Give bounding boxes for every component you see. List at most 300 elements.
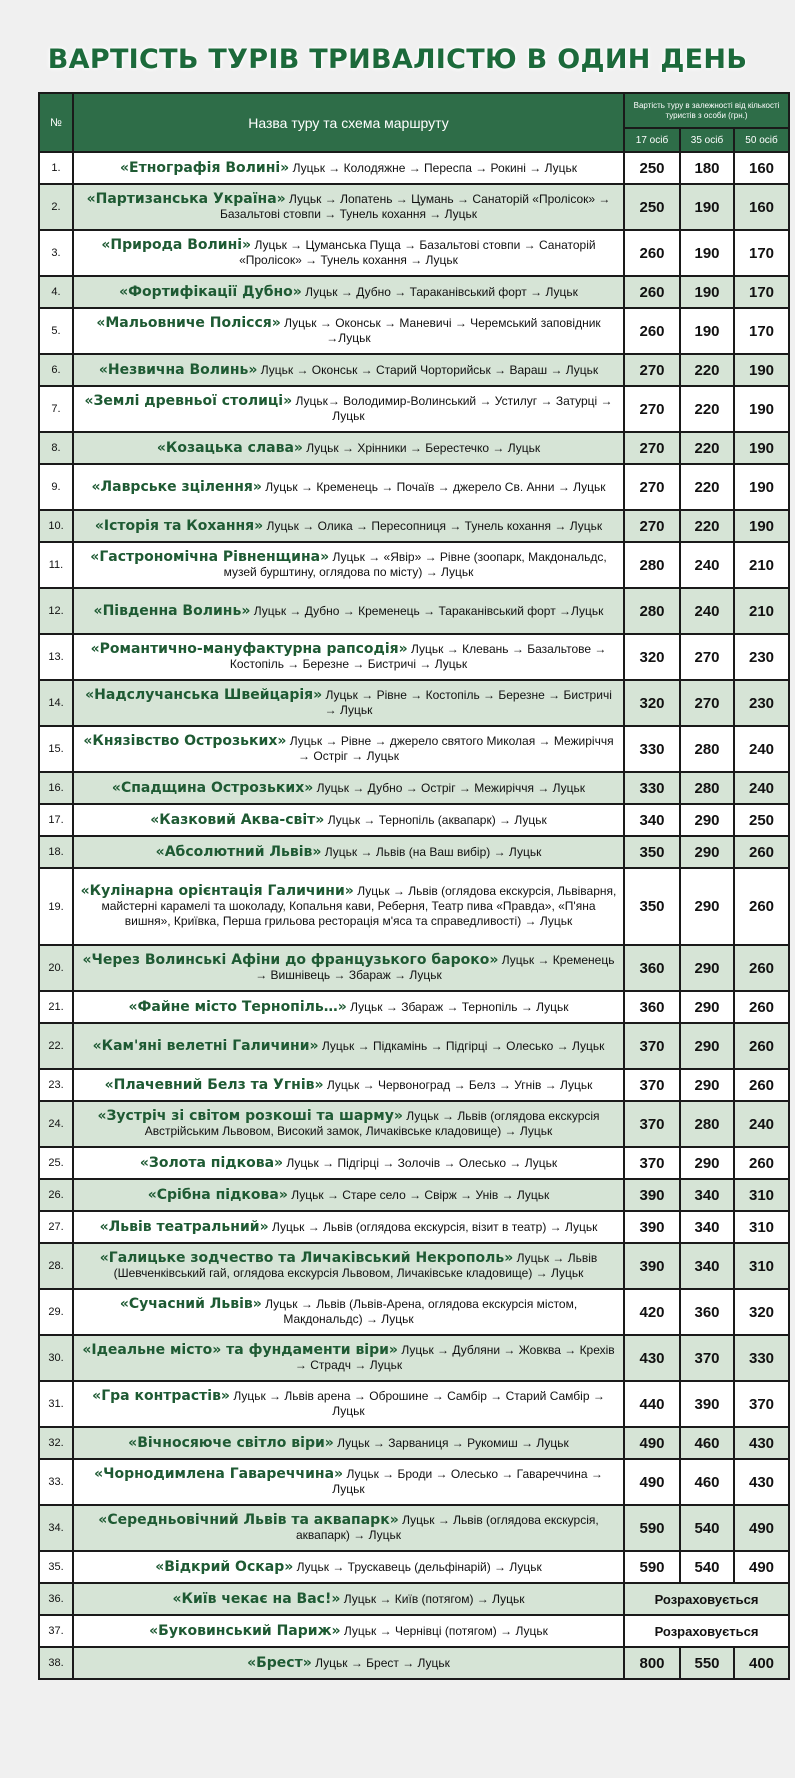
tour-description <box>73 1069 624 1101</box>
tour-description <box>73 152 624 184</box>
tour-name: «Брест» <box>247 1654 312 1671</box>
price-50: 370 <box>734 1381 789 1427</box>
price-50: 330 <box>734 1335 789 1381</box>
table-row <box>39 1069 789 1101</box>
price-35: 340 <box>680 1179 734 1211</box>
table-row <box>39 1583 789 1615</box>
price-50: 160 <box>734 152 789 184</box>
tour-route: Луцьк → Підкамінь → Підгірці → Олесько → Луцьк <box>321 1038 605 1053</box>
tour-name: «Ідеальне місто» та фундаменти віри» <box>82 1342 398 1358</box>
tour-route: Луцьк → Львів (оглядова екскурсія, візит в театр) → Луцьк <box>271 1219 598 1234</box>
price-35: 390 <box>680 1381 734 1427</box>
tour-number: 17. <box>39 804 73 836</box>
price-35: 550 <box>680 1647 734 1679</box>
tour-description <box>73 836 624 868</box>
tour-number: 38. <box>39 1647 73 1679</box>
tour-description <box>73 464 624 510</box>
tour-route: Луцьк → Броди → Олесько → Гавареччина → Луцьк <box>332 1467 603 1496</box>
tour-number: 16. <box>39 772 73 804</box>
header-group-17: 17 осіб <box>624 128 680 152</box>
tour-name: «Фортифікації Дубно» <box>119 283 302 300</box>
price-17: 340 <box>624 804 680 836</box>
tour-name: «Мальовниче Полісся» <box>96 315 281 331</box>
tour-number: 3. <box>39 230 73 276</box>
price-35: 360 <box>680 1289 734 1335</box>
price-35: 370 <box>680 1335 734 1381</box>
price-35: 270 <box>680 634 734 680</box>
table-row <box>39 991 789 1023</box>
tour-name: «Князівство Острозьких» <box>83 733 287 749</box>
tour-description <box>73 991 624 1023</box>
tour-route: Луцьк → Тернопіль (аквапарк) → Луцьк <box>327 812 547 827</box>
price-35: 290 <box>680 991 734 1023</box>
price-50: 210 <box>734 588 789 634</box>
tour-name: «Казковий Аква-світ» <box>150 811 325 828</box>
tour-description <box>73 680 624 726</box>
table-row <box>39 230 789 276</box>
tour-route: Луцьк → Старе село → Свірж → Унів → Луцьк <box>291 1187 550 1202</box>
table-row <box>39 184 789 230</box>
tour-name: «Гра контрастів» <box>92 1388 230 1404</box>
tour-description <box>73 510 624 542</box>
tour-name: «Вічносяюче світло віри» <box>128 1434 334 1451</box>
table-row <box>39 634 789 680</box>
price-17: 270 <box>624 386 680 432</box>
tour-route: Луцьк → Клевань → Базальтове → Костопіль → Березне → Бистричі → Луцьк <box>229 642 607 671</box>
tour-description <box>73 1583 624 1615</box>
table-row <box>39 1615 789 1647</box>
price-17: 280 <box>624 588 680 634</box>
price-17: 280 <box>624 542 680 588</box>
tour-description <box>73 1551 624 1583</box>
price-35: 220 <box>680 510 734 542</box>
price-50: 430 <box>734 1459 789 1505</box>
tour-number: 6. <box>39 354 73 386</box>
price-35: 340 <box>680 1243 734 1289</box>
tour-route: Луцьк → Львів (на Ваш вибір) → Луцьк <box>324 844 542 859</box>
tour-description <box>73 634 624 680</box>
tour-name: «Партизанська Україна» <box>86 191 286 207</box>
table-row <box>39 588 789 634</box>
tour-route: Луцьк→ Володимир-Волинський → Устилуг → Затурці → Луцьк <box>295 394 613 423</box>
price-50: 490 <box>734 1505 789 1551</box>
price-50: 190 <box>734 464 789 510</box>
price-50: 230 <box>734 634 789 680</box>
tour-name: «Буковинський Париж» <box>149 1622 341 1639</box>
tour-number: 36. <box>39 1583 73 1615</box>
tour-description <box>73 1023 624 1069</box>
tour-description <box>73 772 624 804</box>
tour-name: «Сучасний Львів» <box>119 1296 262 1312</box>
tour-name: «Природа Волині» <box>101 237 252 253</box>
price-17: 320 <box>624 680 680 726</box>
tour-description <box>73 1335 624 1381</box>
tour-description <box>73 1381 624 1427</box>
tour-route: Луцьк → Львів (оглядова екскурсія, аквапарк) → Луцьк <box>296 1513 599 1542</box>
header-price-caption: Вартість туру в залежності від кількості туристів з особи (грн.) <box>624 93 789 128</box>
tour-route: Луцьк → Кременець → Почаїв → джерело Св. Анни → Луцьк <box>265 479 606 494</box>
price-50: 210 <box>734 542 789 588</box>
table-row <box>39 308 789 354</box>
price-17: 490 <box>624 1459 680 1505</box>
price-35: 290 <box>680 804 734 836</box>
price-35: 290 <box>680 868 734 945</box>
tour-name: «Київ чекає на Вас!» <box>172 1590 341 1607</box>
table-row <box>39 386 789 432</box>
price-17: 800 <box>624 1647 680 1679</box>
tour-name: «Абсолютний Львів» <box>155 843 322 860</box>
tour-name: «Через Волинські Афіни до французького бароко» <box>82 952 499 968</box>
tour-description <box>73 804 624 836</box>
table-row <box>39 1427 789 1459</box>
price-17: 250 <box>624 152 680 184</box>
tour-number: 7. <box>39 386 73 432</box>
tour-number: 1. <box>39 152 73 184</box>
price-17: 270 <box>624 510 680 542</box>
tour-number: 19. <box>39 868 73 945</box>
price-35: 340 <box>680 1211 734 1243</box>
header-name: Назва туру та схема маршруту <box>73 93 624 152</box>
tour-description <box>73 184 624 230</box>
price-17: 370 <box>624 1023 680 1069</box>
tour-route: Луцьк → Лопатень → Цумань → Санаторій «Пролісок» → Базальтові стовпи → Тунель кохання → Луцьк <box>219 192 611 221</box>
table-row <box>39 680 789 726</box>
price-50: 170 <box>734 308 789 354</box>
tour-number: 35. <box>39 1551 73 1583</box>
tour-description <box>73 230 624 276</box>
tour-route: Луцьк → Львів арена → Оброшине → Самбір → Старий Самбір → Луцьк <box>233 1389 605 1418</box>
tour-name: «Срібна підкова» <box>147 1186 288 1203</box>
price-50: 430 <box>734 1427 789 1459</box>
tour-route: Луцьк → «Явір» → Рівне (зоопарк, Макдональдс, музей бурштину, оглядова по місту) → Луцьк <box>223 550 607 579</box>
price-50: 260 <box>734 945 789 991</box>
tour-number: 13. <box>39 634 73 680</box>
price-50: 250 <box>734 804 789 836</box>
price-17: 360 <box>624 945 680 991</box>
table-row <box>39 1101 789 1147</box>
table-row <box>39 945 789 991</box>
tour-name: «Чорнодимлена Гавареччина» <box>94 1466 344 1482</box>
tour-number: 21. <box>39 991 73 1023</box>
price-17: 260 <box>624 230 680 276</box>
price-50: 310 <box>734 1179 789 1211</box>
tour-name: «Лаврське зцілення» <box>91 478 262 495</box>
price-50: 260 <box>734 1147 789 1179</box>
price-17: 390 <box>624 1179 680 1211</box>
price-35: 190 <box>680 308 734 354</box>
price-17: 330 <box>624 772 680 804</box>
table-row <box>39 1381 789 1427</box>
tour-name: «Середньовічний Львів та аквапарк» <box>98 1512 399 1528</box>
price-50: 190 <box>734 510 789 542</box>
table-row <box>39 836 789 868</box>
tour-route: Луцьк → Кременець → Вишнівець → Збараж → Луцьк <box>255 953 615 982</box>
table-row <box>39 510 789 542</box>
tour-description <box>73 432 624 464</box>
price-17: 320 <box>624 634 680 680</box>
price-35: 270 <box>680 680 734 726</box>
tour-name: «Відкрий Оскар» <box>155 1558 294 1575</box>
table-row <box>39 1505 789 1551</box>
tour-description <box>73 1505 624 1551</box>
price-35: 460 <box>680 1459 734 1505</box>
tour-description <box>73 542 624 588</box>
tour-name: «Козацька слава» <box>156 439 303 456</box>
table-row <box>39 726 789 772</box>
tour-number: 11. <box>39 542 73 588</box>
price-50: 320 <box>734 1289 789 1335</box>
price-note: Розраховується <box>624 1615 789 1647</box>
price-35: 220 <box>680 432 734 464</box>
tour-route: Луцьк → Зарваниця → Рукомиш → Луцьк <box>337 1435 569 1450</box>
tour-description <box>73 1243 624 1289</box>
price-50: 190 <box>734 386 789 432</box>
price-17: 250 <box>624 184 680 230</box>
tour-route: Луцьк → Дубно → Тараканівський форт → Луцьк <box>305 284 578 299</box>
price-50: 190 <box>734 354 789 386</box>
price-35: 220 <box>680 354 734 386</box>
price-17: 390 <box>624 1243 680 1289</box>
table-row <box>39 432 789 464</box>
header-group-50: 50 осіб <box>734 128 789 152</box>
price-50: 490 <box>734 1551 789 1583</box>
price-17: 270 <box>624 432 680 464</box>
table-row <box>39 1243 789 1289</box>
price-50: 260 <box>734 1023 789 1069</box>
tour-name: «Гастрономічна Рівненщина» <box>90 549 330 565</box>
tour-name: «Зустріч зі світом розкоші та шарму» <box>97 1108 403 1124</box>
price-17: 270 <box>624 354 680 386</box>
tour-description <box>73 945 624 991</box>
tour-number: 22. <box>39 1023 73 1069</box>
tour-route: Луцьк → Дубляни → Жовква → Крехів → Страдч → Луцьк <box>294 1343 615 1372</box>
tour-name: «Плачевний Белз та Угнів» <box>104 1076 324 1093</box>
table-row <box>39 868 789 945</box>
table-row <box>39 1211 789 1243</box>
tour-route: Луцьк → Цуманська Пуща → Базальтові стовпи → Санаторій «Пролісок» → Тунель кохання → Луцьк <box>239 238 596 267</box>
table-row <box>39 804 789 836</box>
tour-rows <box>39 152 789 1679</box>
price-35: 180 <box>680 152 734 184</box>
price-35: 240 <box>680 542 734 588</box>
tour-route: Луцьк → Колодяжне → Переспа → Рокині → Луцьк <box>292 160 577 175</box>
tour-description <box>73 1289 624 1335</box>
tour-number: 2. <box>39 184 73 230</box>
tour-name: «Землі древньої столиці» <box>84 393 293 409</box>
tour-description <box>73 1615 624 1647</box>
tour-number: 33. <box>39 1459 73 1505</box>
price-50: 170 <box>734 276 789 308</box>
price-35: 460 <box>680 1427 734 1459</box>
tour-number: 31. <box>39 1381 73 1427</box>
page-title: ВАРТІСТЬ ТУРІВ ТРИВАЛІСТЮ В ОДИН ДЕНЬ <box>47 44 748 75</box>
tour-number: 15. <box>39 726 73 772</box>
tour-route: Луцьк → Дубно → Кременець → Тараканівський форт →Луцьк <box>253 603 604 618</box>
table-row <box>39 152 789 184</box>
price-17: 270 <box>624 464 680 510</box>
tour-route: Луцьк → Львів (оглядова екскурсія Австрійським Львовом, Високий замок, Личаківське кладовище) → Луцьк <box>144 1109 600 1138</box>
table-row <box>39 276 789 308</box>
tour-route: Луцьк → Підгірці → Золочів → Олесько → Луцьк <box>286 1155 558 1170</box>
price-35: 190 <box>680 276 734 308</box>
tour-description <box>73 276 624 308</box>
price-17: 420 <box>624 1289 680 1335</box>
price-35: 290 <box>680 945 734 991</box>
tour-description <box>73 354 624 386</box>
table-row <box>39 1289 789 1335</box>
tour-number: 26. <box>39 1179 73 1211</box>
tour-number: 14. <box>39 680 73 726</box>
tour-route: Луцьк → Брест → Луцьк <box>315 1655 450 1670</box>
price-35: 190 <box>680 184 734 230</box>
price-17: 330 <box>624 726 680 772</box>
price-17: 360 <box>624 991 680 1023</box>
tour-route: Луцьк → Київ (потягом) → Луцьк <box>343 1591 525 1606</box>
price-35: 290 <box>680 1069 734 1101</box>
tour-description <box>73 726 624 772</box>
price-50: 260 <box>734 1069 789 1101</box>
tour-number: 10. <box>39 510 73 542</box>
price-50: 310 <box>734 1211 789 1243</box>
tour-description <box>73 1101 624 1147</box>
price-17: 350 <box>624 868 680 945</box>
price-17: 390 <box>624 1211 680 1243</box>
price-17: 440 <box>624 1381 680 1427</box>
tour-number: 30. <box>39 1335 73 1381</box>
tour-number: 18. <box>39 836 73 868</box>
tour-route: Луцьк → Дубно → Острiг → Межиріччя → Луцьк <box>316 780 586 795</box>
tour-route: Луцьк → Трускавець (дельфінарій) → Луцьк <box>296 1559 542 1574</box>
tour-price-table <box>38 92 790 1680</box>
tour-description <box>73 588 624 634</box>
tour-route: Луцьк → Червоноград → Белз → Угнів → Луцьк <box>326 1077 593 1092</box>
price-35: 280 <box>680 1101 734 1147</box>
price-17: 260 <box>624 308 680 354</box>
price-note: Розраховується <box>624 1583 789 1615</box>
tour-route: Луцьк → Оконськ → Маневичі → Черемський заповідник →Луцьк <box>284 316 601 345</box>
tour-number: 27. <box>39 1211 73 1243</box>
price-35: 220 <box>680 464 734 510</box>
table-row <box>39 1147 789 1179</box>
tour-route: Луцьк → Львів (Львів-Арена, оглядова екскурсія містом, Макдональдс) → Луцьк <box>265 1297 578 1326</box>
price-17: 590 <box>624 1551 680 1583</box>
tour-name: «Львів театральний» <box>99 1218 269 1235</box>
tour-number: 24. <box>39 1101 73 1147</box>
tour-number: 28. <box>39 1243 73 1289</box>
table-row <box>39 1647 789 1679</box>
table-row <box>39 1179 789 1211</box>
price-50: 240 <box>734 1101 789 1147</box>
tour-description <box>73 1647 624 1679</box>
tour-name: «Файне місто Тернопіль…» <box>128 998 347 1015</box>
price-35: 190 <box>680 230 734 276</box>
price-35: 290 <box>680 1147 734 1179</box>
tour-description <box>73 1459 624 1505</box>
tour-number: 37. <box>39 1615 73 1647</box>
table-row <box>39 1023 789 1069</box>
tour-route: Луцьк → Оконськ → Старий Чорторийськ → Вараш → Луцьк <box>260 362 599 377</box>
price-17: 370 <box>624 1147 680 1179</box>
tour-name: «Етнографія Волині» <box>120 159 290 176</box>
price-50: 170 <box>734 230 789 276</box>
tour-number: 5. <box>39 308 73 354</box>
price-50: 260 <box>734 991 789 1023</box>
price-35: 280 <box>680 726 734 772</box>
price-17: 490 <box>624 1427 680 1459</box>
table-row <box>39 1551 789 1583</box>
price-50: 310 <box>734 1243 789 1289</box>
table-row <box>39 464 789 510</box>
tour-name: «Незвична Волинь» <box>98 361 258 378</box>
tour-name: «Південна Волинь» <box>93 602 251 619</box>
price-50: 240 <box>734 726 789 772</box>
price-17: 370 <box>624 1101 680 1147</box>
tour-description <box>73 1427 624 1459</box>
price-17: 430 <box>624 1335 680 1381</box>
tour-number: 12. <box>39 588 73 634</box>
price-50: 260 <box>734 836 789 868</box>
tour-name: «Галицьке зодчество та Личаківський Некрополь» <box>99 1250 514 1266</box>
tour-name: «Спадщина Острозьких» <box>111 779 314 796</box>
tour-route: Луцьк → Львів (Шевченківський гай, оглядова екскурсія Львовом, Личаківське кладовище) → Луцьк <box>113 1251 598 1280</box>
price-50: 230 <box>734 680 789 726</box>
tour-description <box>73 308 624 354</box>
table-row <box>39 354 789 386</box>
tour-name: «Кам'яні велетні Галичини» <box>92 1037 319 1054</box>
tour-route: Луцьк → Олика → Пересопниця → Тунель кохання → Луцьк <box>266 518 603 533</box>
tour-name: «Романтично-мануфактурна рапсодія» <box>90 641 408 657</box>
header-group-35: 35 осіб <box>680 128 734 152</box>
tour-description <box>73 1179 624 1211</box>
tour-number: 8. <box>39 432 73 464</box>
tour-route: Луцьк → Хрінники → Берестечко → Луцьк <box>306 440 541 455</box>
tour-name: «Надслучанська Швейцарія» <box>85 687 323 703</box>
tour-name: «Золота підкова» <box>139 1154 284 1171</box>
price-17: 350 <box>624 836 680 868</box>
price-35: 220 <box>680 386 734 432</box>
price-35: 540 <box>680 1505 734 1551</box>
tour-route: Луцьк → Львів (оглядова екскурсія, Львіварня, майстерні карамелі та шоколаду, Копальня кави, Реберня, Театр пива «Правда», «П'яна вишня», Криївка, Перша грильова ресторація м'яса та справедливості) → Луцьк <box>101 884 617 928</box>
tour-name: «Кулінарна орієнтація Галичини» <box>80 883 354 899</box>
tour-description <box>73 868 624 945</box>
price-50: 400 <box>734 1647 789 1679</box>
price-17: 370 <box>624 1069 680 1101</box>
price-50: 190 <box>734 432 789 464</box>
tour-number: 9. <box>39 464 73 510</box>
price-50: 260 <box>734 868 789 945</box>
price-35: 540 <box>680 1551 734 1583</box>
tour-description <box>73 1211 624 1243</box>
table-row <box>39 1459 789 1505</box>
tour-route: Луцьк → Рівне → джерело святого Миколая → Межиріччя → Острiг → Луцьк <box>289 734 614 763</box>
header-num: № <box>39 93 73 152</box>
tour-number: 20. <box>39 945 73 991</box>
tour-description <box>73 1147 624 1179</box>
tour-name: «Історія та Кохання» <box>94 517 264 534</box>
tour-number: 32. <box>39 1427 73 1459</box>
price-17: 260 <box>624 276 680 308</box>
tour-number: 25. <box>39 1147 73 1179</box>
tour-number: 34. <box>39 1505 73 1551</box>
tour-route: Луцьк → Чернівці (потягом) → Луцьк <box>343 1623 548 1638</box>
price-35: 280 <box>680 772 734 804</box>
tour-number: 23. <box>39 1069 73 1101</box>
tour-route: Луцьк → Рівне → Костопіль → Березне → Бистричі → Луцьк <box>324 688 612 717</box>
price-35: 290 <box>680 1023 734 1069</box>
price-35: 290 <box>680 836 734 868</box>
tour-number: 4. <box>39 276 73 308</box>
price-17: 590 <box>624 1505 680 1551</box>
